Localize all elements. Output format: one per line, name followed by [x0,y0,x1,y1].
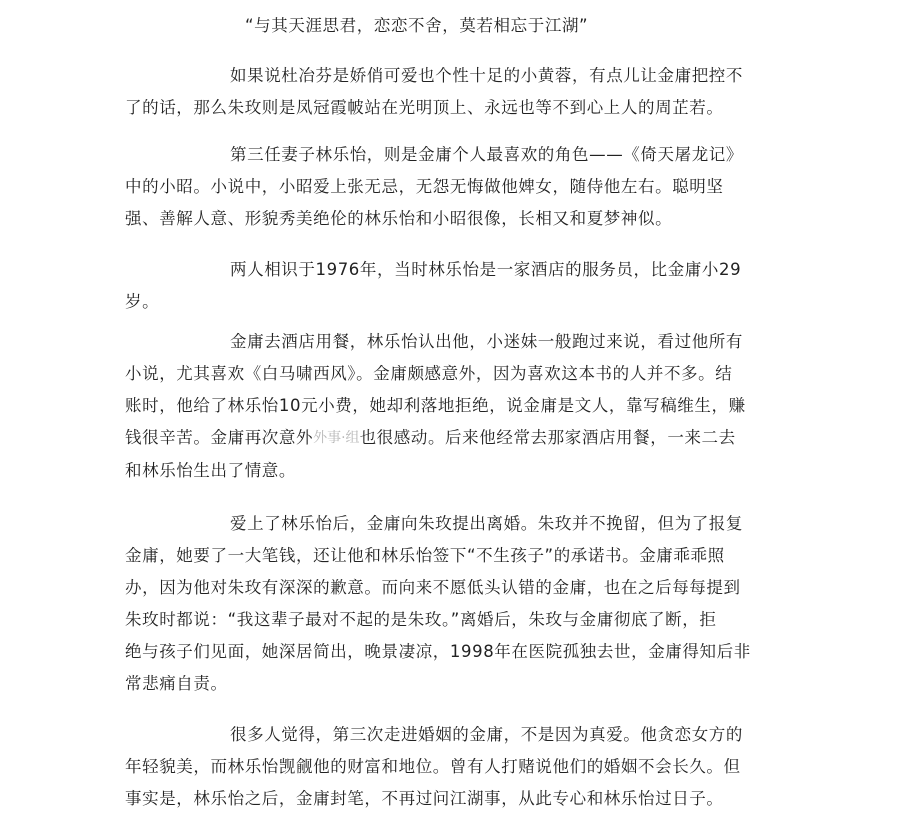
paragraph-4-line-4-start: 钱很辛苦。金庸再次意外 [125,428,314,447]
paragraph-6-line-3: 事实是，林乐怡之后，金庸封笔，不再过问江湖事，从此专心和林乐怡过日子。 [125,789,724,808]
watermark-overlay: 外事·组 [313,430,360,446]
paragraph-5-line-4: 朱玫时都说：“我这辈子最对不起的是朱玫。”离婚后，朱玫与金庸彻底了断，拒 [125,610,717,629]
paragraph-4-line-2: 小说，尤其喜欢《白马啸西风》。金庸颇感意外，因为喜欢这本书的人并不多。结 [125,364,733,383]
paragraph-2-line-1: 第三任妻子林乐怡，则是金庸个人最喜欢的角色——《倚天屠龙记》 [230,145,743,164]
paragraph-4-line-3: 账时，他给了林乐怡10元小费，她却利落地拒绝，说金庸是文人，靠写稿维生，赚 [125,396,746,415]
paragraph-6-line-1: 很多人觉得，第三次走进婚姻的金庸，不是因为真爱。他贪恋女方的 [230,725,743,744]
paragraph-5-line-1: 爱上了林乐怡后，金庸向朱玫提出离婚。朱玫并不挽留，但为了报复 [230,514,743,533]
paragraph-4-line-5: 和林乐怡生出了情意。 [125,461,296,480]
paragraph-2-line-3: 强、善解人意、形貌秀美绝伦的林乐怡和小昭很像，长相又和夏梦神似。 [125,209,673,228]
paragraph-5-line-2: 金庸，她要了一大笔钱，还让他和林乐怡签下“不生孩子”的承诺书。金庸乖乖照 [125,546,725,565]
paragraph-4-line-4 [125,422,777,455]
paragraph-5-line-6: 常悲痛自责。 [125,674,228,693]
paragraph-2-line-2: 中的小昭。小说中，小昭爱上张无忌，无怨无悔做他婢女，随侍他左右。聪明坚 [125,177,724,196]
paragraph-5-line-3: 办，因为他对朱玫有深深的歉意。而向来不愿低头认错的金庸，也在之后每每提到 [125,578,741,597]
paragraph-5 [125,508,777,700]
paragraph-4 [125,326,777,487]
paragraph-6 [125,719,777,815]
paragraph-3 [125,254,777,318]
paragraph-4-line-1: 金庸去酒店用餐，林乐怡认出他，小迷妹一般跑过来说，看过他所有 [230,332,743,351]
quote-line: “与其天涯思君，恋恋不舍，莫若相忘于江湖” [245,16,589,35]
paragraph-5-line-5: 绝与孩子们见面，她深居简出，晚景凄凉，1998年在医院孤独去世，金庸得知后非 [125,642,751,661]
paragraph-1-line-2: 了的话，那么朱玫则是凤冠霞帔站在光明顶上、永远也等不到心上人的周芷若。 [125,98,724,117]
paragraph-6-line-2: 年轻貌美，而林乐怡觊觎他的财富和地位。曾有人打赌说他们的婚姻不会长久。但 [125,757,741,776]
paragraph-2 [125,139,777,235]
paragraph-3-line-1: 两人相识于1976年，当时林乐怡是一家酒店的服务员，比金庸小29 [230,260,742,279]
paragraph-4-line-4-end: 也很感动。后来他经常去那家酒店用餐，一来二去 [359,428,736,447]
paragraph-1 [125,60,777,124]
paragraph-3-line-2: 岁。 [125,292,160,311]
paragraph-1-line-1: 如果说杜冶芬是娇俏可爱也个性十足的小黄蓉，有点儿让金庸把控不 [230,66,743,85]
